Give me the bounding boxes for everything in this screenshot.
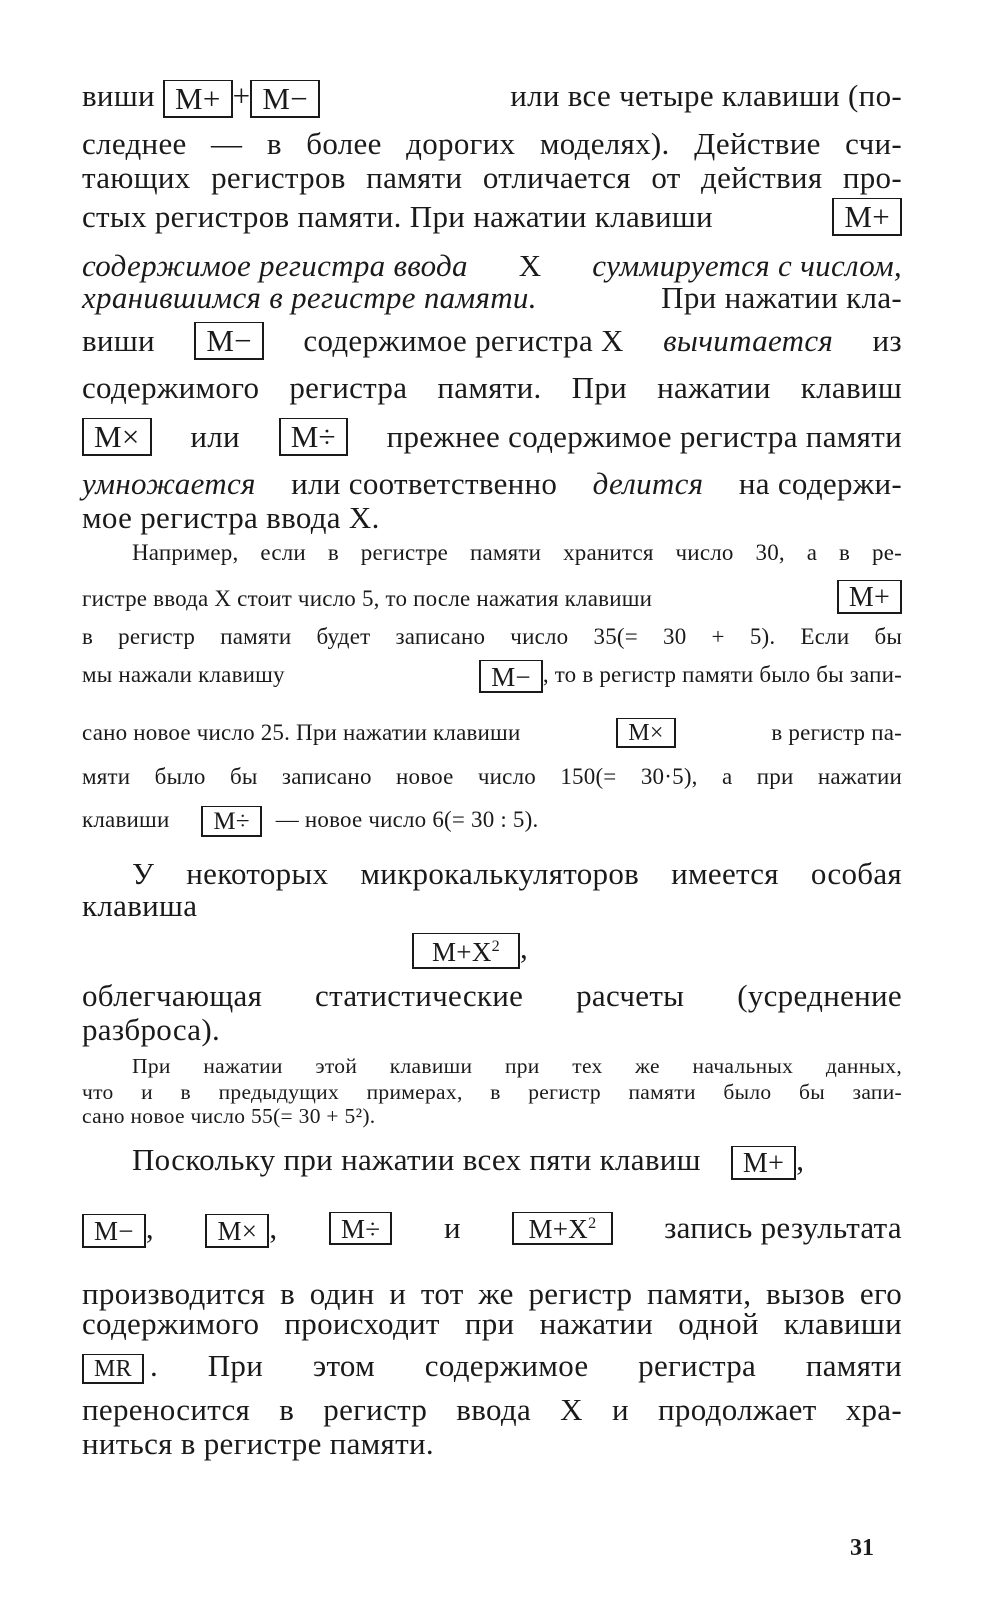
key-label: M+X — [432, 937, 492, 968]
key-m-minus: M− — [194, 322, 264, 360]
text: стых регистров памяти. При нажатии клавиши — [82, 199, 713, 234]
p1-line-11: мое регистра ввода X. — [82, 500, 380, 535]
italic-text: умножается — [82, 466, 256, 501]
p2-line-4: разброса). — [82, 1012, 221, 1047]
text: Поскольку при нажатии всех пяти клавиш — [132, 1142, 701, 1177]
p1-line-3: тающих регистров памяти отличается от действия про- — [82, 160, 902, 195]
key-mr: MR — [82, 1354, 144, 1384]
key-m-div: M÷ — [329, 1212, 392, 1245]
p1-line-5 — [82, 248, 902, 284]
text: содержимое регистра X — [303, 323, 624, 358]
comma: , — [269, 1210, 278, 1245]
text: . При этом содержимое регистра памяти — [149, 1348, 902, 1383]
ex1-line-4 — [82, 660, 902, 693]
text: прежнее содержимое регистра памяти — [386, 419, 902, 454]
text: и — [443, 1210, 461, 1245]
superscript: 2 — [588, 1214, 597, 1232]
p1-line-9 — [82, 418, 902, 456]
key-m-times: M× — [205, 1214, 269, 1247]
text: гистре ввода X стоит число 5, то после нажатия клавиши — [82, 586, 653, 611]
ex1-line-1: Например, если в регистре памяти хранится число 30, а в ре- — [132, 540, 902, 565]
text: При нажатии кла- — [661, 280, 902, 315]
text: в регистр па- — [771, 720, 902, 745]
key-m-minus: M− — [479, 660, 543, 693]
text: из — [872, 323, 902, 358]
italic-text: делится — [592, 466, 704, 501]
p1-line-4 — [82, 198, 902, 236]
text: X — [518, 248, 542, 283]
ex2-line-3: сано новое число 55(= 30 + 5²). — [82, 1104, 376, 1128]
text: или соответственно — [291, 466, 558, 501]
p3-line-1 — [132, 1142, 902, 1180]
comma: , — [796, 1142, 805, 1177]
p3-line-4: содержимого происходит при нажатии одной клавиши — [82, 1306, 902, 1341]
key-label: M+X — [528, 1214, 589, 1244]
ex1-line-7 — [82, 806, 902, 837]
p2-line-3: облегчающая статистические расчеты (усреднение — [82, 978, 902, 1013]
key-m-div: M÷ — [279, 418, 348, 456]
text: клавиши — [82, 806, 170, 832]
ex1-line-2 — [82, 580, 902, 614]
comma: , — [145, 1210, 154, 1245]
key-m-plus: M+ — [837, 580, 902, 614]
key-m-minus: M− — [250, 80, 320, 118]
p2-line-1: У некоторых микрокалькуляторов имеется особая — [132, 856, 902, 891]
p1-line-2: следнее — в более дорогих моделях). Действие счи- — [82, 126, 902, 161]
key-m-times: M× — [616, 718, 675, 748]
p3-line-2 — [82, 1210, 902, 1248]
text: сано новое число 25. При нажатии клавиши — [82, 720, 521, 745]
p3-line-6: переносится в регистр ввода X и продолжает хра- — [82, 1392, 902, 1427]
p1-line-7 — [82, 322, 902, 360]
key-m-plus: M+ — [731, 1146, 796, 1180]
p1-line-8: содержимого регистра памяти. При нажатии клавиш — [82, 370, 902, 405]
key-m-minus: M− — [82, 1214, 146, 1247]
italic-text: содержимое регистра ввода — [82, 248, 468, 283]
key-m-plus: M+ — [163, 80, 233, 118]
key-m-plus: M+ — [832, 198, 902, 236]
text: на содержи- — [738, 466, 902, 501]
text: , то в регистр памяти было бы запи- — [542, 661, 902, 687]
text: или — [190, 419, 240, 454]
ex2-line-1: При нажатии этой клавиши при тех же начальных данных, — [132, 1054, 902, 1078]
p3-line-5 — [82, 1348, 902, 1384]
p1-line-1 — [82, 78, 902, 118]
ex2-line-2: что и в предыдущих примерах, в регистр памяти было бы запи- — [82, 1080, 902, 1104]
page-number: 31 — [850, 1535, 874, 1561]
superscript: 2 — [491, 937, 501, 956]
comma: , — [520, 930, 529, 965]
text: — новое число 6(= 30 : 5). — [275, 806, 539, 832]
p3-line-3: производится в один и тот же регистр памяти, вызов его — [82, 1276, 902, 1311]
italic-text: суммируется с числом, — [592, 248, 902, 283]
key-m-plus-x2 — [512, 1212, 612, 1245]
p1-line-10 — [82, 466, 902, 502]
p2-key-line — [412, 930, 612, 969]
key-m-div: M÷ — [201, 806, 261, 837]
text: виши — [82, 323, 155, 358]
ex1-line-3: в регистр памяти будет записано число 35(= 30 + 5). Если бы — [82, 624, 902, 649]
p2-line-2: клавиша — [82, 888, 198, 923]
ex1-line-6: мяти было бы записано новое число 150(= 30·5), а при нажатии — [82, 764, 902, 789]
key-m-plus-x2 — [412, 933, 520, 968]
italic-text: хранившимся в регистре памяти. — [82, 280, 537, 315]
p1-line-6 — [82, 280, 902, 316]
key-m-times: M× — [82, 418, 152, 456]
ex1-line-5 — [82, 718, 902, 748]
italic-text: вычитается — [663, 323, 834, 358]
p3-line-7: ниться в регистре памяти. — [82, 1426, 434, 1461]
text: мы нажали клавишу — [82, 661, 285, 687]
text: виши — [82, 78, 155, 113]
text: запись результата — [664, 1210, 902, 1245]
plus-sign: + — [232, 78, 251, 113]
text: или все четыре клавиши (по- — [510, 78, 902, 113]
